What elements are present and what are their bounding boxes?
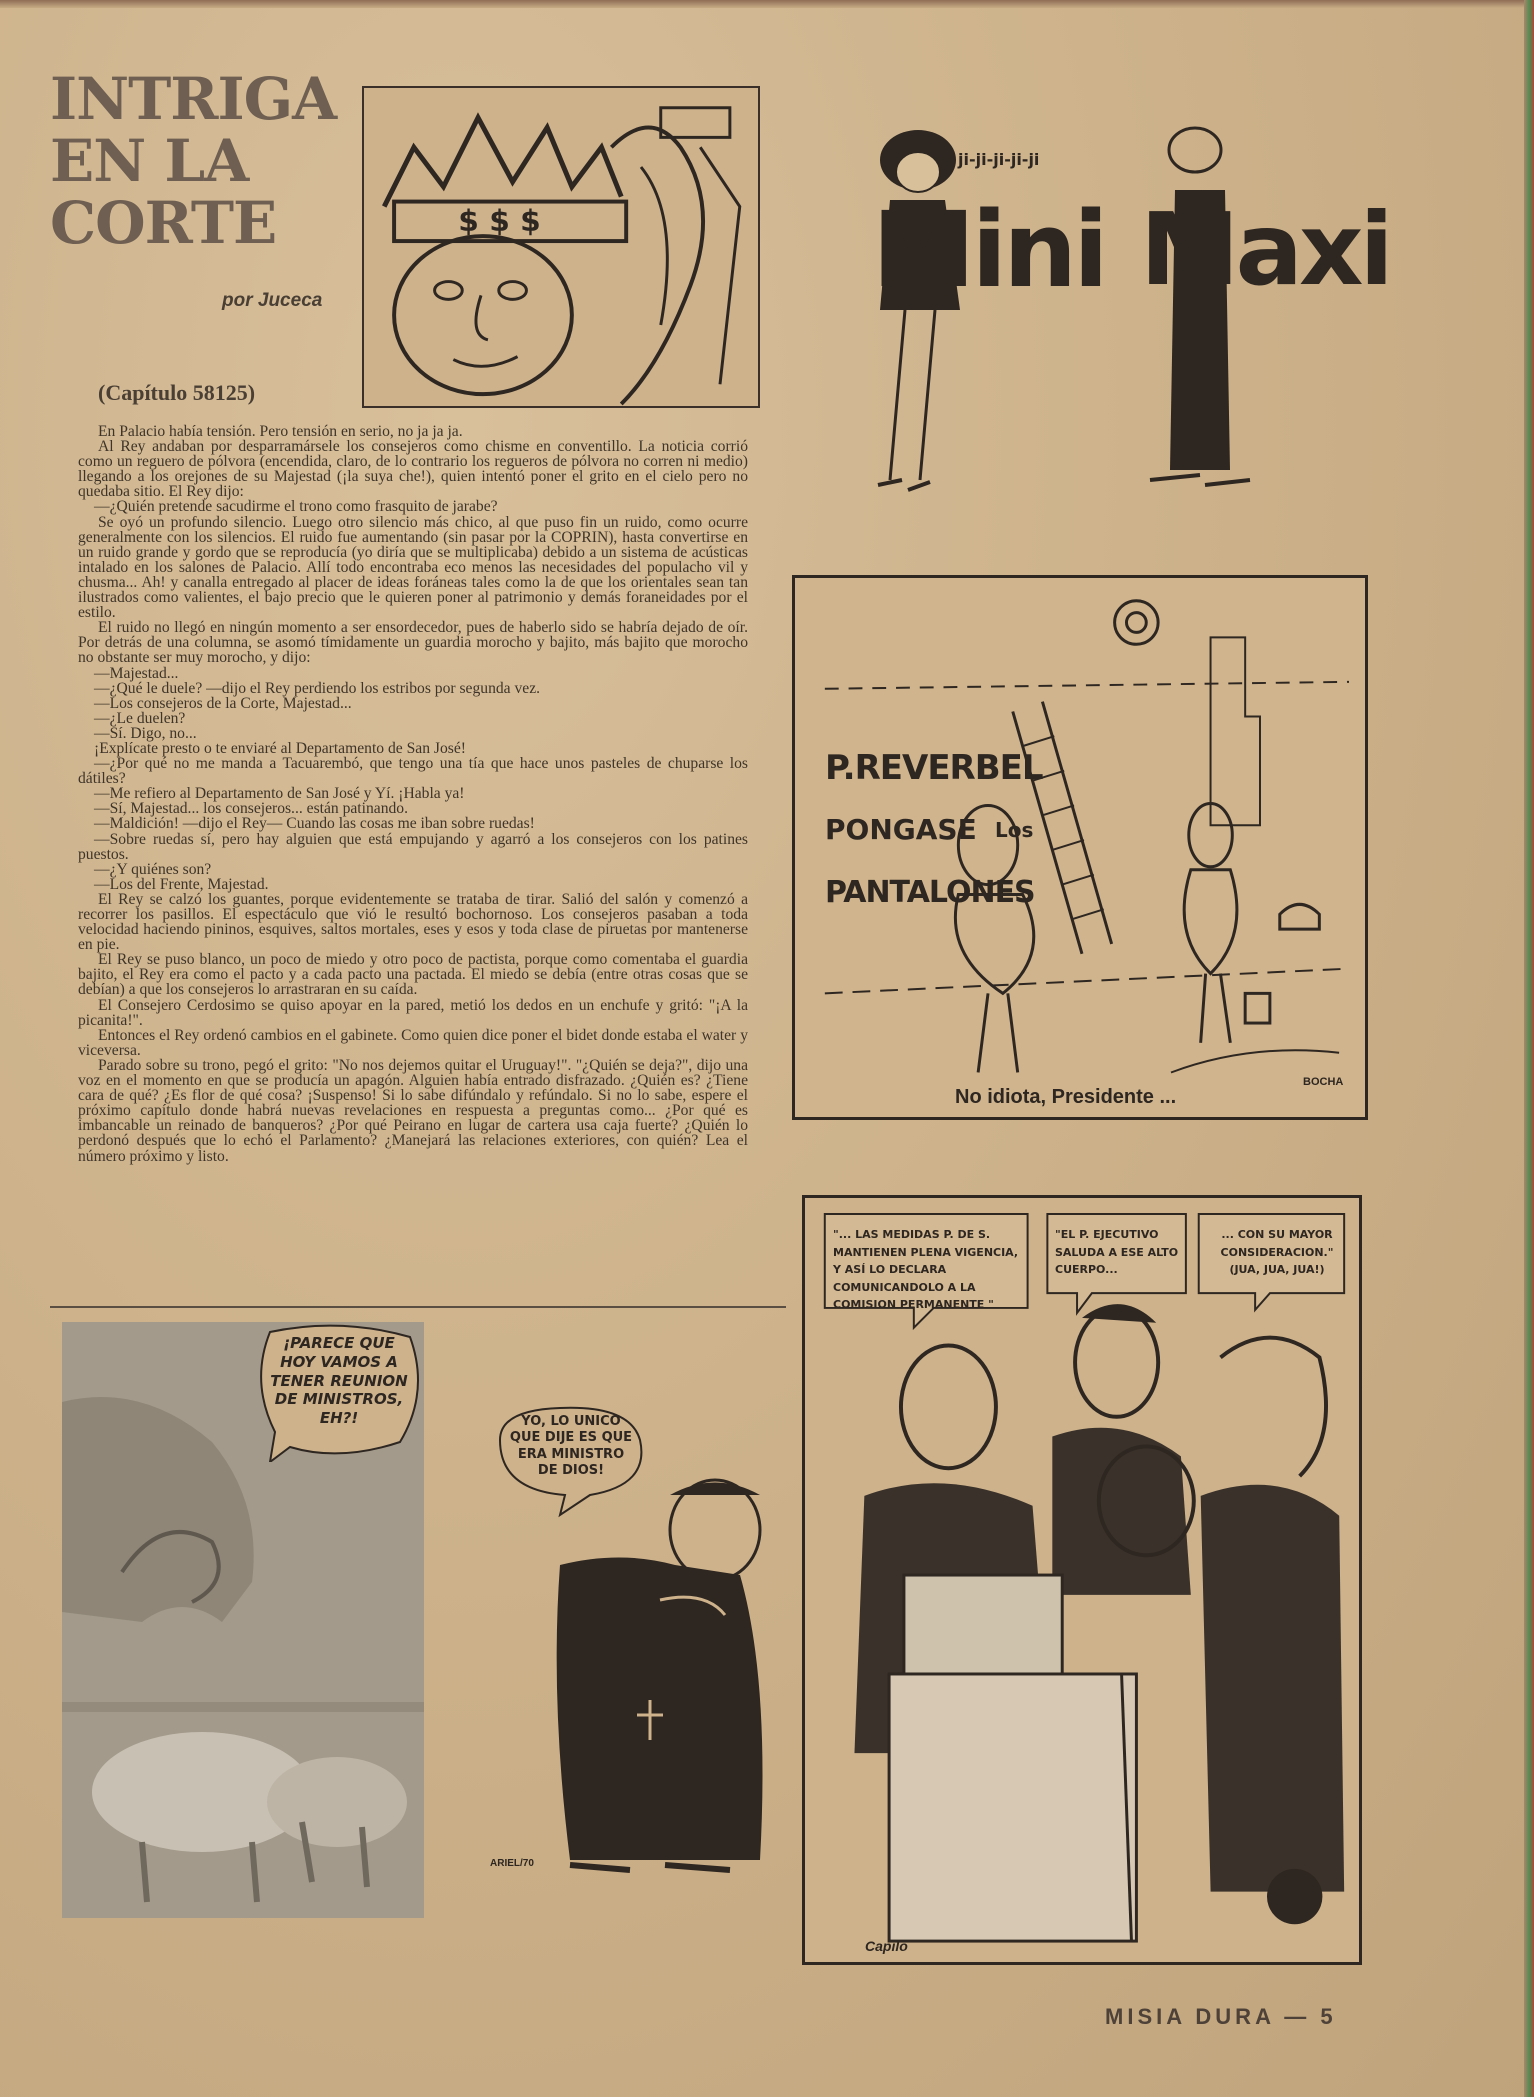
article-body	[78, 424, 748, 1296]
article-paragraph: El Rey se calzó los guantes, porque evidentemente se trataba de tirar. Salió del salón y comenzó a recorrer los pasillos. El espectáculo que vió le resultó bochornoso. Los consejeros pasaban a toda velocidad haciendo pininos, esquives, saltos mortales, eses y esos y toda clase de piruetas por mantenerse en pie.	[78, 890, 748, 954]
king-illustration	[362, 86, 760, 408]
article-paragraph: —Los consejeros de la Corte, Majestad...	[94, 694, 352, 712]
article-paragraph: —¿Quién pretende sacudirme el trono como frasquito de jarabe?	[94, 498, 498, 516]
article-paragraph: Parado sobre su trono, pegó el grito: "No nos dejemos quitar el Uruguay!". "¿Quién se deja?", dijo una voz en el momento en que se producía un apagón. Alguien había entrado disfrazado. ¿Quién es? ¿Tiene cara de qué? ¿Es flor de qué cosa? ¡Suspenso! Si lo sabe difúndalo y refúndalo. Si no lo sabe, espere el próximo capítulo donde habrá nuevas revelaciones en respuesta a preguntas como... ¿Por qué es imbancable un reinado de banqueros? ¿Por qué Peirano en lugar de cartera usa caja fuerte? ¿Quién lo perdonó después que lo echó el Parlamento? ¿Manejará las relaciones exteriores, con quién? Lea el número próximo y listo.	[78, 1056, 748, 1165]
article-paragraph: Al Rey andaban por desparramársele los consejeros como chisme en conventillo. La noticia corrió como un reguero de pólvora (encendida, claro, de lo contrario los regueros de pólvora no corren ni medio) llegando a los orejones de su Majestad (¡la suya che!), quien intentó poner el grito en el cielo pero no quedaba sitio. El Rey dijo:	[78, 438, 748, 501]
article-paragraph: —Me refiero al Departamento de San José y Yí. ¡Habla ya!	[94, 785, 465, 803]
priest-cartoon	[490, 1400, 790, 1880]
article-paragraph: —Maldición! —dijo el Rey— Cuando las cosas me iban sobre ruedas!	[94, 815, 535, 833]
ministers-bubble-2: "EL P. EJECUTIVO SALUDA A ESE ALTO CUERPO...	[1055, 1228, 1179, 1277]
article-byline: por Juceca	[222, 290, 323, 311]
article-paragraph: —¿Y quiénes son?	[94, 860, 212, 878]
ministers-signature: Capilo	[865, 1938, 908, 1954]
article-paragraph: —Los del Frente, Majestad.	[94, 875, 269, 893]
sign-line-3: PANTALONES	[825, 875, 1035, 910]
reverbel-drawing	[795, 578, 1365, 1117]
headline-line-3: CORTE	[50, 189, 277, 257]
page-top-edge	[0, 0, 1534, 8]
article-paragraph: —Sí, Majestad... los consejeros... están patinando.	[94, 800, 408, 818]
sign-line-2: PONGASE	[825, 813, 977, 846]
pigs-speech-bubble	[250, 1322, 425, 1462]
priest-signature: ARIEL/70	[490, 1858, 534, 1869]
page-footer: MISIA DURA — 5	[1105, 2004, 1337, 2029]
reverbel-cartoon	[792, 575, 1368, 1120]
article-paragraph: —¿Le duelen?	[94, 709, 186, 727]
ministers-bubble-3: ... CON SU MAYOR CONSIDERACION." (JUA, JUA, JUA!)	[1220, 1228, 1334, 1277]
page-right-edge	[1524, 0, 1534, 2097]
ministers-cartoon	[802, 1195, 1362, 1965]
article-paragraph: ¡Explícate presto o te enviaré al Departamento de San José!	[94, 739, 466, 757]
article-paragraph: En Palacio había tensión. Pero tensión en serio, no ja ja ja.	[98, 424, 463, 440]
sign-line-2b: Los	[995, 818, 1034, 842]
article-headline	[50, 65, 360, 257]
article-chapter: (Capítulo 58125)	[98, 380, 256, 405]
article-paragraph: El Consejero Cerdosimo se quiso apoyar en la pared, metió los dedos en un enchufe y gritó: "¡A la picanita!".	[78, 996, 748, 1029]
reverbel-signature: BOCHA	[1303, 1076, 1344, 1088]
section-divider	[50, 1306, 786, 1308]
article-paragraph: —Sí. Digo, no...	[94, 724, 197, 742]
article-paragraph: —¿Qué le duele? —dijo el Rey perdiendo los estribos por segunda vez.	[94, 679, 541, 697]
mini-maxi-cartoon	[850, 120, 1390, 510]
mini-word: Mini	[872, 189, 1105, 311]
priest-bubble-text: YO, LO UNICO QUE DIJE ES QUE ERA MINISTRO DE DIOS!	[509, 1414, 633, 1478]
headline-line-2: EN LA	[50, 127, 249, 195]
ministers-bubble-1: "... LAS MEDIDAS P. DE S. MANTIENEN PLENA VIGENCIA, Y ASÍ LO DECLARA COMUNICANDOLO A LA COMISION PERMANENTE "	[833, 1228, 1019, 1312]
article-paragraph: Entonces el Rey ordenó cambios en el gabinete. Como quien dice poner el bidet donde estaba el water y viceversa.	[78, 1026, 748, 1059]
pigs-bubble-text: ¡PARECE QUE HOY VAMOS A TENER REUNION DE MINISTROS, EH?!	[270, 1334, 408, 1427]
article-paragraph: —Majestad...	[94, 664, 179, 682]
headline-line-1: INTRIGA	[50, 65, 337, 133]
article-paragraph: —¿Por qué no me manda a Tacuarembó, que tengo una tía que hace unos pasteles de chuparse los dátiles?	[78, 755, 748, 788]
svg-text:$ $ $: $ $ $	[458, 204, 541, 239]
king-drawing	[364, 88, 758, 406]
reverbel-caption: No idiota, Presidente ...	[955, 1086, 1177, 1108]
laugh-sound: ji-ji-ji-ji-ji	[958, 150, 1040, 169]
article-paragraph: —Sobre ruedas sí, pero hay alguien que está empujando y agarró a los consejeros con los patines puestos.	[78, 830, 748, 863]
article-paragraph: El Rey se puso blanco, un poco de miedo y otro poco de pactista, porque como comentaba el guardia bajito, el Rey era como el pacto y a cada pacto una pactada. El miedo se debía (entre otras cosas que se debían) a que los consejeros lo arrastraran en su caída.	[78, 951, 748, 999]
article-paragraph: Se oyó un profundo silencio. Luego otro silencio más chico, al que puso fin un ruido, como ocurre generalmente con los silencios. El ruido fue aumentando (sin pasar por la COPRIN), hasta convertirse en un ruido grande y gordo que se reproducía (yo diría que se multiplicaba) debido a un sistema de acústicas intalado en los salones de Palacio. Allí todo encontraba eco menos las necesidades del populacho vil y chusma... Ah! y canalla entregado al placer de ideas foráneas tales como la de que los orientales sean tan ilustrados como valientes, el bajo precio que le quieren poner al patrimonio y demás foraneidades por el estilo.	[78, 513, 748, 622]
article-paragraph: El ruido no llegó en ningún momento a ser ensordecedor, pues de haberlo sido se habría dejado de oír. Por detrás de una columna, se asomó tímidamente un guardia morocho y bajito, más bajito que morocho no obstante ser muy morocho, y dijo:	[78, 619, 748, 667]
sign-line-1: P.REVERBEL	[825, 748, 1043, 788]
maxi-word: Maxi	[1140, 191, 1390, 308]
